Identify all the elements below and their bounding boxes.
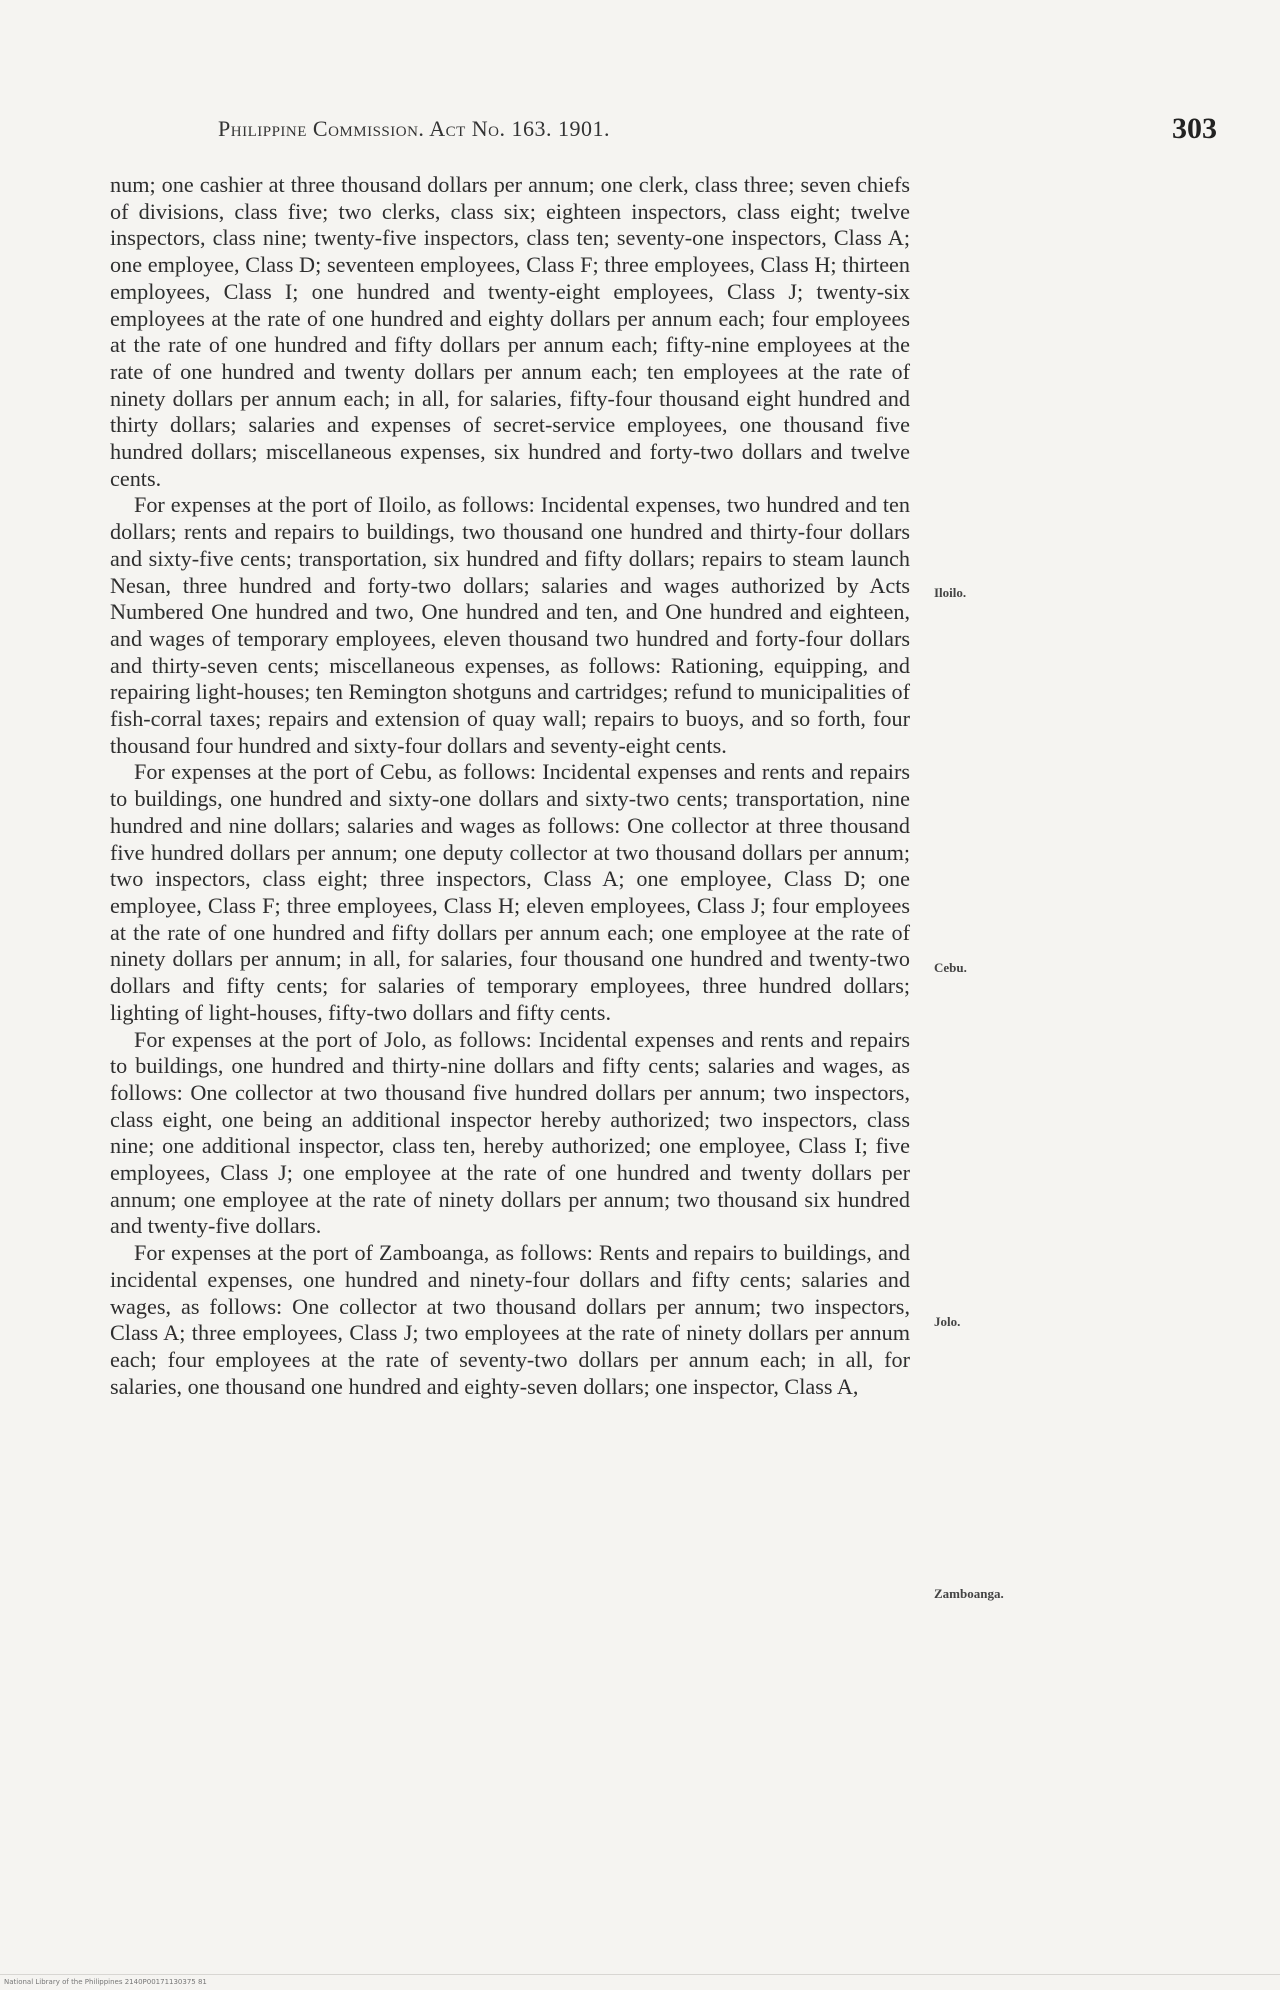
body-text — [110, 172, 910, 1400]
margin-note-cebu: Cebu. — [934, 960, 967, 975]
paragraph-zamboanga: For expenses at the port of Zamboanga, as follows: Rents and repairs to buildings, and incidental expenses, one hundred and ninety-four dollars and fifty cents; salaries and wages, as follows: One collector at two thousand dollars per annum; two inspectors, Class A; three employees, Class J; two employees at the rate of ninety dollars per annum each; four employees at the rate of seventy-two dollars per annum each; in all, for salaries, one thousand one hundred and eighty-seven dollars; one inspector, Class A, — [110, 1240, 910, 1399]
running-head: Philippine Commission. Act No. 163. 1901. — [218, 116, 610, 141]
paragraph-cebu: For expenses at the port of Cebu, as follows: Incidental expenses and rents and repairs to buildings, one hundred and sixty-one dollars and sixty-two cents; transportation, nine hundred and nine dollars; salaries and wages as follows: One collector at three thousand five hundred dollars per annum; one deputy collector at two thousand dollars per annum; two inspectors, class eight; three inspectors, Class A; one employee, Class D; one employee, Class F; three employees, Class H; eleven employees, Class J; four employees at the rate of one hundred and fifty dollars per annum each; one employee at the rate of ninety dollars per annum; in all, for salaries, four thousand one hundred and twenty-two dollars and fifty cents; for salaries of temporary employees, three hundred dollars; lighting of light-houses, fifty-two dollars and fifty cents. — [110, 759, 910, 1025]
footer-credit: National Library of the Philippines 2140P00171130375 81 — [4, 1978, 207, 1986]
paragraph-iloilo: For expenses at the port of Iloilo, as follows: Incidental expenses, two hundred and ten dollars; rents and repairs to buildings, two thousand one hundred and thirty-four dollars and sixty-five cents; transportation, six hundred and fifty dollars; repairs to steam launch Nesan, three hundred and forty-two dollars; salaries and wages authorized by Acts Numbered One hundred and two, One hundred and ten, and One hundred and eighteen, and wages of temporary employees, eleven thousand two hundred and forty-four dollars and thirty-seven cents; miscellaneous expenses, as follows: Rationing, equipping, and repairing light-houses; ten Remington shotguns and cartridges; refund to municipalities of fish-corral taxes; repairs and extension of quay wall; repairs to buoys, and so forth, four thousand four hundred and sixty-four dollars and seventy-eight cents. — [110, 492, 910, 758]
margin-note-iloilo: Iloilo. — [934, 585, 967, 600]
margin-note-zamboanga: Zamboanga. — [934, 1586, 1004, 1601]
margin-note-jolo: Jolo. — [934, 1314, 961, 1329]
footer-divider — [0, 1974, 1280, 1975]
paragraph-jolo: For expenses at the port of Jolo, as follows: Incidental expenses and rents and repairs to buildings, one hundred and thirty-nine dollars and fifty cents; salaries and wages, as follows: One collector at two thousand five hundred dollars per annum; two inspectors, class eight, one being an additional inspector hereby authorized; two inspectors, class nine; one additional inspector, class ten, hereby authorized; one employee, Class I; five employees, Class J; one employee at the rate of one hundred and twenty dollars per annum; one employee at the rate of ninety dollars per annum; two thousand six hundred and twenty-five dollars. — [110, 1026, 910, 1239]
paragraph-continuation: num; one cashier at three thousand dollars per annum; one clerk, class three; seven chiefs of divisions, class five; two clerks, class six; eighteen inspectors, class eight; twelve inspectors, class nine; twenty-five inspectors, class ten; seventy-one inspectors, Class A; one employee, Class D; seventeen employees, Class F; three employees, Class H; thirteen employees, Class I; one hundred and twenty-eight employees, Class J; twenty-six employees at the rate of one hundred and eighty dollars per annum each; four employees at the rate of one hundred and fifty dollars per annum each; fifty-nine employees at the rate of one hundred and twenty dollars per annum each; ten employees at the rate of ninety dollars per annum each; in all, for salaries, fifty-four thousand eight hundred and thirty dollars; salaries and expenses of secret-service employees, one thousand five hundred dollars; miscellaneous expenses, six hundred and forty-two dollars and twelve cents. — [110, 172, 910, 491]
page-number: 303 — [1172, 112, 1217, 145]
